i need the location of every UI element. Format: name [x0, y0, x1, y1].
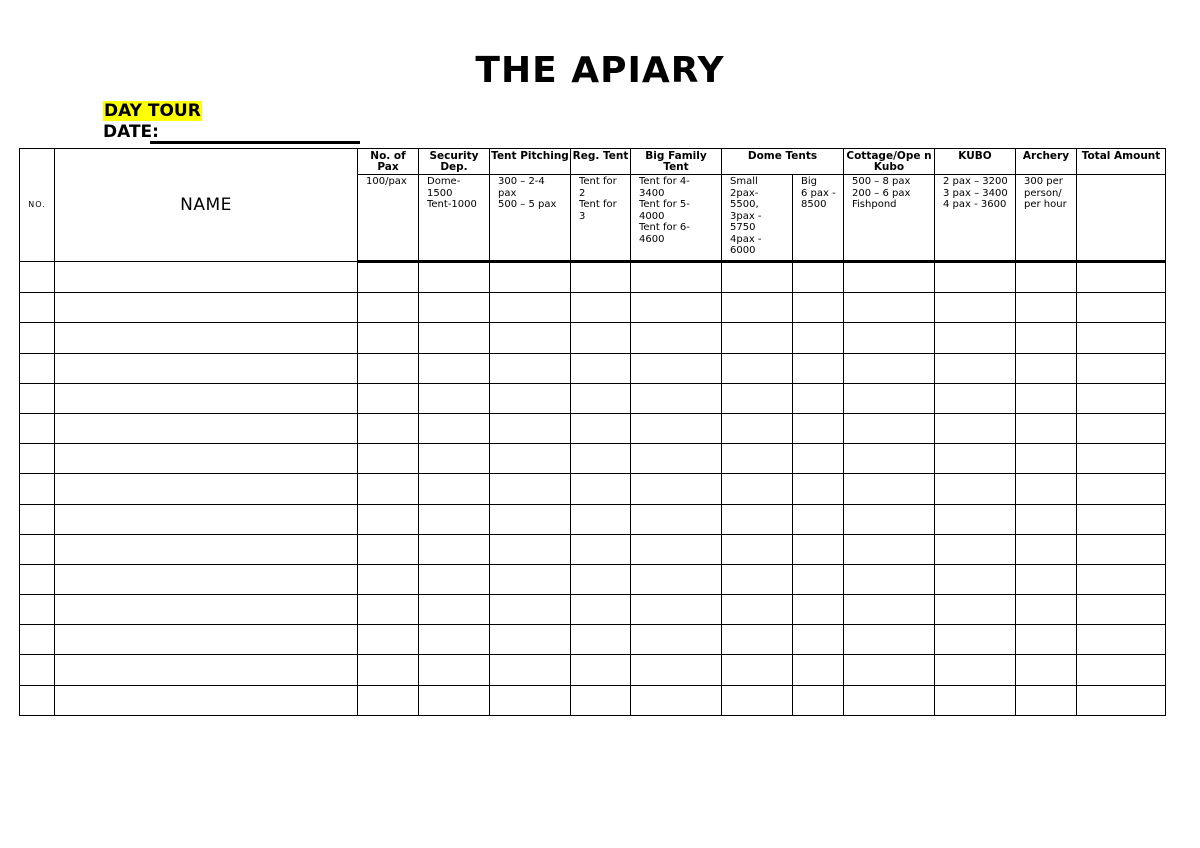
table-cell[interactable]	[793, 383, 844, 413]
col-cottage: Cottage/Ope n Kubo	[844, 149, 935, 175]
col-total: Total Amount	[1077, 149, 1166, 175]
table-cell[interactable]	[844, 625, 935, 655]
table-cell[interactable]	[571, 293, 631, 323]
table-cell[interactable]	[935, 444, 1016, 474]
table-cell[interactable]	[1016, 504, 1077, 534]
table-cell[interactable]	[722, 474, 793, 504]
table-cell[interactable]	[793, 625, 844, 655]
table-cell[interactable]	[1016, 534, 1077, 564]
table-cell[interactable]	[419, 293, 490, 323]
table-row	[20, 534, 1166, 564]
table-cell[interactable]	[1016, 595, 1077, 625]
col-security: Security Dep.	[419, 149, 490, 175]
table-cell[interactable]	[419, 685, 490, 715]
table-cell[interactable]	[722, 595, 793, 625]
table-cell[interactable]	[631, 685, 722, 715]
table-cell[interactable]	[1077, 444, 1166, 474]
table-cell[interactable]	[1016, 685, 1077, 715]
price-cottage: 500 – 8 pax 200 – 6 pax Fishpond	[844, 175, 935, 262]
table-row	[20, 504, 1166, 534]
table-cell[interactable]	[490, 293, 571, 323]
table-cell[interactable]	[20, 655, 55, 685]
table-cell[interactable]	[793, 413, 844, 443]
header-row	[20, 149, 1166, 175]
table-cell[interactable]	[358, 564, 419, 594]
table-cell[interactable]	[793, 564, 844, 594]
table-cell[interactable]	[1077, 534, 1166, 564]
table-cell[interactable]	[419, 474, 490, 504]
table-cell[interactable]	[631, 655, 722, 685]
table-cell[interactable]	[20, 595, 55, 625]
table-cell[interactable]	[631, 353, 722, 383]
table-cell[interactable]	[490, 444, 571, 474]
table-cell[interactable]	[1077, 293, 1166, 323]
table-cell[interactable]	[490, 655, 571, 685]
table-cell[interactable]	[844, 595, 935, 625]
table-cell[interactable]	[722, 625, 793, 655]
table-cell[interactable]	[1077, 595, 1166, 625]
table-cell[interactable]	[1016, 323, 1077, 353]
table-cell[interactable]	[722, 534, 793, 564]
table-cell[interactable]	[490, 685, 571, 715]
table-cell[interactable]	[844, 655, 935, 685]
table-cell[interactable]	[793, 323, 844, 353]
table-cell[interactable]	[419, 595, 490, 625]
table-cell[interactable]	[419, 625, 490, 655]
table-cell[interactable]	[722, 444, 793, 474]
table-cell[interactable]	[55, 261, 358, 292]
table-cell[interactable]	[55, 685, 358, 715]
col-archery: Archery	[1016, 149, 1077, 175]
table-cell[interactable]	[358, 323, 419, 353]
table-cell[interactable]	[1077, 655, 1166, 685]
table-cell[interactable]	[419, 353, 490, 383]
table-cell[interactable]	[935, 564, 1016, 594]
col-tent-pitching: Tent Pitching	[490, 149, 571, 175]
table-cell[interactable]	[631, 413, 722, 443]
table-cell[interactable]	[935, 383, 1016, 413]
price-kubo: 2 pax – 3200 3 pax – 3400 4 pax - 3600	[935, 175, 1016, 262]
table-cell[interactable]	[571, 261, 631, 292]
price-reg-tent: Tent for 2 Tent for 3	[571, 175, 631, 262]
table-cell[interactable]	[935, 261, 1016, 292]
table-cell[interactable]	[419, 444, 490, 474]
date-field[interactable]	[150, 141, 360, 144]
table-cell[interactable]	[844, 353, 935, 383]
table-cell[interactable]	[631, 625, 722, 655]
table-cell[interactable]	[358, 353, 419, 383]
table-cell[interactable]	[935, 625, 1016, 655]
table-cell[interactable]	[571, 685, 631, 715]
table-cell[interactable]	[631, 261, 722, 292]
col-dome-tents: Dome Tents	[722, 149, 844, 175]
table-cell[interactable]	[571, 383, 631, 413]
col-no: NO.	[20, 149, 55, 262]
table-cell[interactable]	[490, 261, 571, 292]
price-dome-big: Big 6 pax - 8500	[793, 175, 844, 262]
table-cell[interactable]	[490, 323, 571, 353]
table-cell[interactable]	[55, 595, 358, 625]
table-cell[interactable]	[844, 323, 935, 353]
table-cell[interactable]	[1077, 625, 1166, 655]
table-cell[interactable]	[1016, 383, 1077, 413]
table-cell[interactable]	[20, 534, 55, 564]
table-cell[interactable]	[631, 323, 722, 353]
table-cell[interactable]	[358, 444, 419, 474]
col-name: NAME	[55, 149, 358, 262]
table-cell[interactable]	[722, 353, 793, 383]
table-cell[interactable]	[20, 685, 55, 715]
table-cell[interactable]	[844, 504, 935, 534]
table-cell[interactable]	[1016, 625, 1077, 655]
table-cell[interactable]	[419, 261, 490, 292]
table-cell[interactable]	[631, 534, 722, 564]
table-cell[interactable]	[20, 413, 55, 443]
table-row	[20, 261, 1166, 292]
table-cell[interactable]	[490, 353, 571, 383]
table-cell[interactable]	[571, 534, 631, 564]
table-row	[20, 293, 1166, 323]
table-row	[20, 444, 1166, 474]
table-cell[interactable]	[20, 353, 55, 383]
table-cell[interactable]	[1016, 564, 1077, 594]
table-cell[interactable]	[631, 293, 722, 323]
table-cell[interactable]	[793, 685, 844, 715]
table-cell[interactable]	[419, 413, 490, 443]
table-cell[interactable]	[935, 534, 1016, 564]
table-cell[interactable]	[358, 293, 419, 323]
table-cell[interactable]	[935, 474, 1016, 504]
registration-table	[19, 148, 1166, 716]
table-row	[20, 595, 1166, 625]
table-cell[interactable]	[358, 595, 419, 625]
table-cell[interactable]	[722, 413, 793, 443]
table-cell[interactable]	[419, 504, 490, 534]
col-reg-tent: Reg. Tent	[571, 149, 631, 175]
table-cell[interactable]	[419, 564, 490, 594]
table-cell[interactable]	[20, 444, 55, 474]
table-cell[interactable]	[844, 534, 935, 564]
table-cell[interactable]	[20, 323, 55, 353]
table-cell[interactable]	[55, 353, 358, 383]
page-title: THE APIARY	[475, 50, 725, 91]
table-cell[interactable]	[844, 444, 935, 474]
table-cell[interactable]	[571, 353, 631, 383]
col-pax: No. of Pax	[358, 149, 419, 175]
table-cell[interactable]	[1016, 353, 1077, 383]
table-cell[interactable]	[1077, 353, 1166, 383]
table-cell[interactable]	[20, 293, 55, 323]
price-security: Dome- 1500 Tent-1000	[419, 175, 490, 262]
table-row	[20, 413, 1166, 443]
table-cell[interactable]	[490, 595, 571, 625]
table-cell[interactable]	[55, 323, 358, 353]
table-cell[interactable]	[358, 625, 419, 655]
table-cell[interactable]	[358, 504, 419, 534]
table-cell[interactable]	[631, 383, 722, 413]
table-cell[interactable]	[793, 534, 844, 564]
table-cell[interactable]	[1016, 444, 1077, 474]
table-cell[interactable]	[844, 293, 935, 323]
col-big-family: Big Family Tent	[631, 149, 722, 175]
table-cell[interactable]	[722, 504, 793, 534]
table-cell[interactable]	[631, 474, 722, 504]
table-cell[interactable]	[571, 413, 631, 443]
table-cell[interactable]	[844, 413, 935, 443]
table-cell[interactable]	[358, 655, 419, 685]
price-tent-pitching: 300 – 2-4 pax 500 – 5 pax	[490, 175, 571, 262]
table-cell[interactable]	[571, 595, 631, 625]
table-cell[interactable]	[20, 261, 55, 292]
table-cell[interactable]	[1016, 474, 1077, 504]
table-cell[interactable]	[1077, 413, 1166, 443]
table-cell[interactable]	[358, 383, 419, 413]
table-cell[interactable]	[631, 564, 722, 594]
table-cell[interactable]	[55, 293, 358, 323]
table-cell[interactable]	[571, 444, 631, 474]
table-row	[20, 474, 1166, 504]
table-cell[interactable]	[722, 261, 793, 292]
table-cell[interactable]	[490, 413, 571, 443]
table-cell[interactable]	[793, 474, 844, 504]
price-archery: 300 per person/ per hour	[1016, 175, 1077, 262]
table-cell[interactable]	[793, 504, 844, 534]
table-cell[interactable]	[793, 353, 844, 383]
table-cell[interactable]	[935, 655, 1016, 685]
table-cell[interactable]	[55, 534, 358, 564]
table-cell[interactable]	[55, 655, 358, 685]
col-kubo: KUBO	[935, 149, 1016, 175]
table-cell[interactable]	[1016, 413, 1077, 443]
table-cell[interactable]	[490, 504, 571, 534]
table-cell[interactable]	[1077, 261, 1166, 292]
table-cell[interactable]	[722, 685, 793, 715]
table-cell[interactable]	[490, 564, 571, 594]
table-cell[interactable]	[55, 504, 358, 534]
table-cell[interactable]	[935, 504, 1016, 534]
table-cell[interactable]	[935, 685, 1016, 715]
table-cell[interactable]	[419, 534, 490, 564]
table-cell[interactable]	[490, 625, 571, 655]
table-cell[interactable]	[20, 504, 55, 534]
table-cell[interactable]	[55, 413, 358, 443]
table-row	[20, 685, 1166, 715]
table-cell[interactable]	[571, 474, 631, 504]
table-cell[interactable]	[631, 595, 722, 625]
table-cell[interactable]	[844, 564, 935, 594]
table-cell[interactable]	[571, 564, 631, 594]
table-cell[interactable]	[935, 293, 1016, 323]
table-row	[20, 353, 1166, 383]
table-cell[interactable]	[571, 655, 631, 685]
table-cell[interactable]	[20, 383, 55, 413]
table-cell[interactable]	[571, 625, 631, 655]
table-cell[interactable]	[571, 323, 631, 353]
table-cell[interactable]	[1077, 474, 1166, 504]
table-cell[interactable]	[793, 655, 844, 685]
table-cell[interactable]	[20, 625, 55, 655]
table-cell[interactable]	[631, 504, 722, 534]
table-cell[interactable]	[793, 261, 844, 292]
table-cell[interactable]	[1077, 685, 1166, 715]
table-cell[interactable]	[844, 383, 935, 413]
table-cell[interactable]	[20, 474, 55, 504]
table-cell[interactable]	[722, 293, 793, 323]
table-cell[interactable]	[793, 293, 844, 323]
table-cell[interactable]	[358, 261, 419, 292]
table-cell[interactable]	[844, 474, 935, 504]
day-tour-label: DAY TOUR	[104, 101, 201, 121]
table-cell[interactable]	[1016, 261, 1077, 292]
table-cell[interactable]	[1077, 323, 1166, 353]
table-cell[interactable]	[358, 685, 419, 715]
table-cell[interactable]	[358, 534, 419, 564]
table-cell[interactable]	[722, 655, 793, 685]
table-cell[interactable]	[490, 534, 571, 564]
table-cell[interactable]	[935, 353, 1016, 383]
table-cell[interactable]	[490, 383, 571, 413]
table-cell[interactable]	[1016, 655, 1077, 685]
table-row	[20, 625, 1166, 655]
table-cell[interactable]	[358, 474, 419, 504]
table-cell[interactable]	[419, 383, 490, 413]
table-cell[interactable]	[935, 413, 1016, 443]
table-cell[interactable]	[793, 444, 844, 474]
table-cell[interactable]	[844, 261, 935, 292]
table-cell[interactable]	[358, 413, 419, 443]
table-cell[interactable]	[55, 625, 358, 655]
table-cell[interactable]	[55, 564, 358, 594]
table-cell[interactable]	[722, 383, 793, 413]
table-cell[interactable]	[935, 323, 1016, 353]
table-cell[interactable]	[419, 655, 490, 685]
price-total	[1077, 175, 1166, 262]
table-cell[interactable]	[490, 474, 571, 504]
table-cell[interactable]	[793, 595, 844, 625]
table-cell[interactable]	[1077, 383, 1166, 413]
table-cell[interactable]	[1077, 564, 1166, 594]
table-row	[20, 323, 1166, 353]
table-cell[interactable]	[55, 474, 358, 504]
table-cell[interactable]	[1077, 504, 1166, 534]
table-row	[20, 655, 1166, 685]
price-big-family: Tent for 4- 3400 Tent for 5- 4000 Tent for 6- 4600	[631, 175, 722, 262]
table-row	[20, 383, 1166, 413]
table-row	[20, 564, 1166, 594]
table-cell[interactable]	[722, 323, 793, 353]
table-cell[interactable]	[1016, 293, 1077, 323]
table-cell[interactable]	[55, 444, 358, 474]
table-cell[interactable]	[55, 383, 358, 413]
table-cell[interactable]	[722, 564, 793, 594]
table-cell[interactable]	[419, 323, 490, 353]
table-cell[interactable]	[631, 444, 722, 474]
table-cell[interactable]	[935, 595, 1016, 625]
table-cell[interactable]	[844, 685, 935, 715]
price-dome-small: Small 2pax- 5500, 3pax - 5750 4pax - 6000	[722, 175, 793, 262]
date-label: DATE:	[103, 122, 159, 142]
price-pax: 100/pax	[358, 175, 419, 262]
table-cell[interactable]	[571, 504, 631, 534]
table-cell[interactable]	[20, 564, 55, 594]
